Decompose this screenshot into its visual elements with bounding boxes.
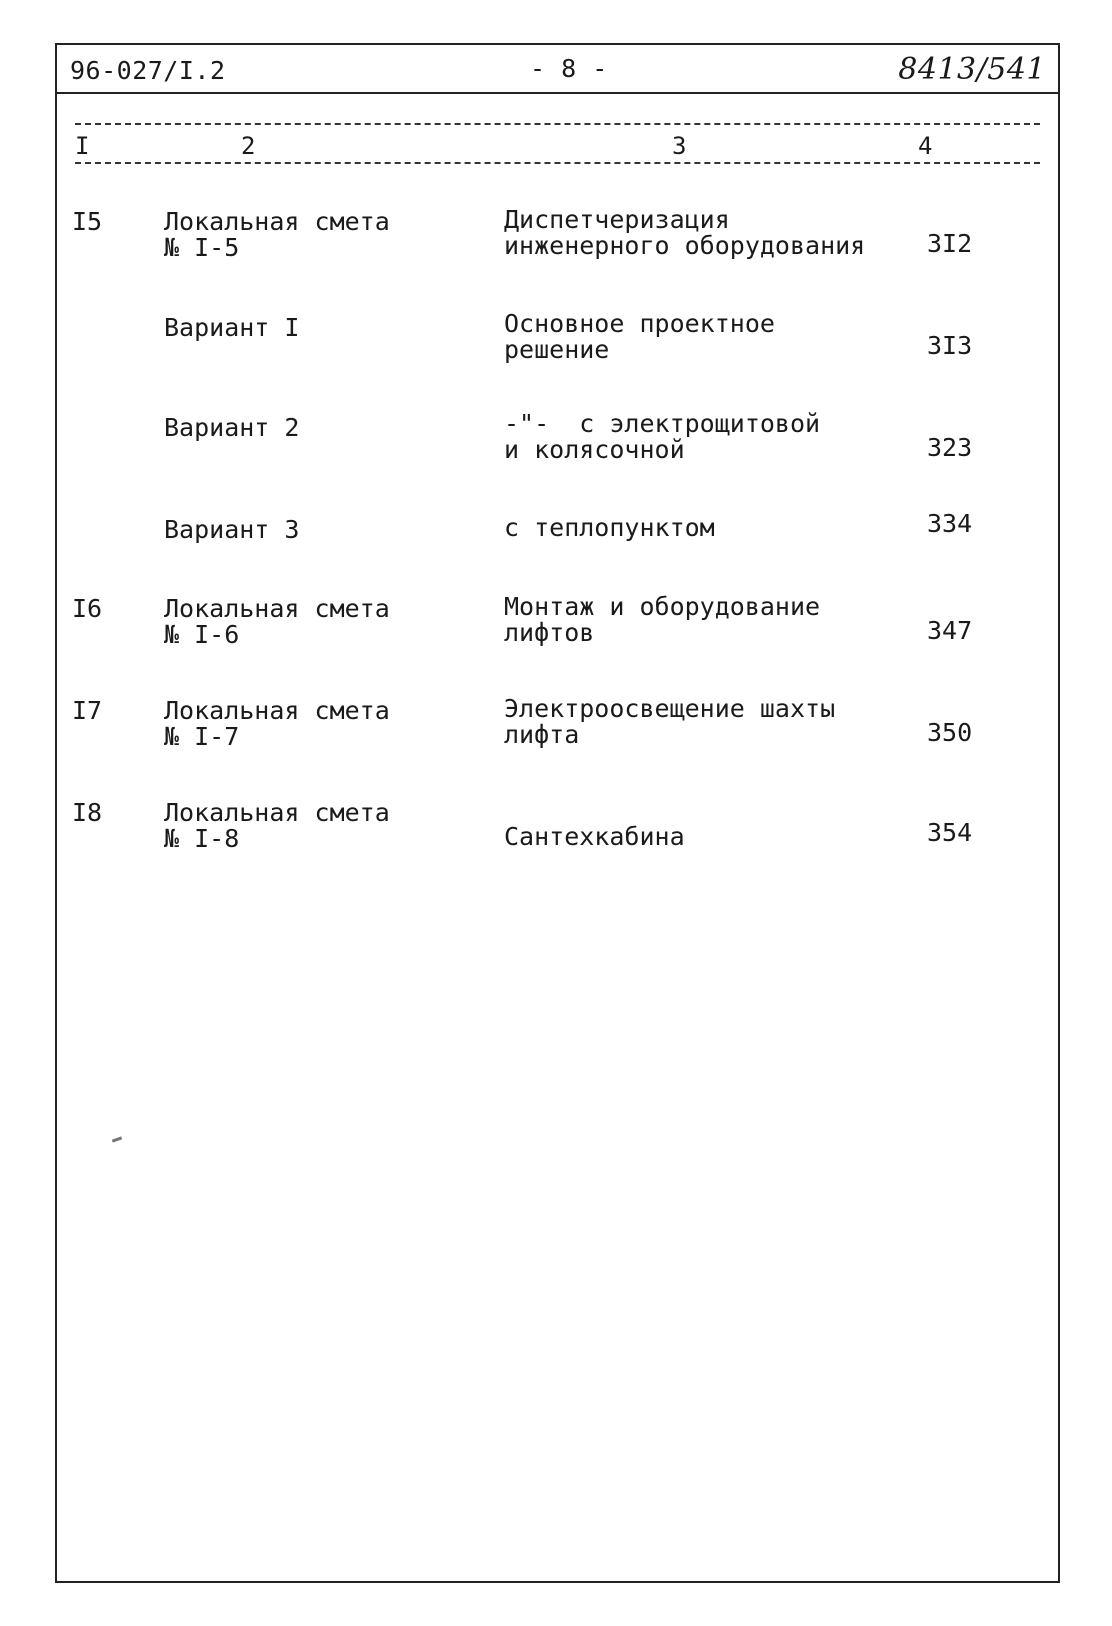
- row-number: I5: [72, 207, 103, 236]
- row-document: Локальная смета: [164, 594, 390, 623]
- row-document: Локальная смета: [164, 207, 390, 236]
- row-number: I8: [72, 798, 103, 827]
- column-number-3: 3: [672, 132, 687, 160]
- row-description: Электроосвещение шахты: [504, 694, 836, 723]
- row-description: Диспетчеризация: [504, 205, 730, 234]
- row-document-number: № I-8: [164, 824, 240, 853]
- row-page: 350: [927, 718, 973, 747]
- row-document-number: № I-6: [164, 620, 240, 649]
- row-page: 323: [927, 433, 973, 462]
- row-page: 334: [927, 509, 973, 538]
- row-document: Локальная смета: [164, 798, 390, 827]
- row-page: 347: [927, 616, 973, 645]
- column-number-2: 2: [241, 132, 256, 160]
- row-description: Монтаж и оборудование: [504, 592, 821, 621]
- row-page: 3I3: [927, 331, 973, 360]
- column-number-1: I: [75, 132, 90, 160]
- column-header-top-rule: [75, 123, 1040, 125]
- column-header-bottom-rule: [75, 162, 1040, 164]
- row-document-number: № I-5: [164, 233, 240, 262]
- row-description-line2: инженерного оборудования: [504, 231, 866, 260]
- doc-number: 96-027/I.2: [70, 56, 226, 85]
- row-description: с теплопунктом: [504, 513, 715, 542]
- row-document: Вариант 3: [164, 515, 300, 544]
- row-description: Основное проектное: [504, 309, 775, 338]
- archive-code: 8413/541: [898, 52, 1046, 87]
- row-description: Сантехкабина: [504, 822, 685, 851]
- header-divider: [55, 92, 1060, 94]
- row-description-line2: лифтов: [504, 618, 595, 647]
- row-document: Вариант 2: [164, 413, 300, 442]
- row-document-number: № I-7: [164, 722, 240, 751]
- row-description-line2: лифта: [504, 720, 580, 749]
- row-description-line2: решение: [504, 335, 610, 364]
- row-page: 354: [927, 818, 973, 847]
- row-number: I7: [72, 696, 103, 725]
- page-marker: - 8 -: [530, 54, 608, 83]
- row-description: -"- с электрощитовой: [504, 409, 821, 438]
- row-number: I6: [72, 594, 103, 623]
- column-number-4: 4: [918, 132, 933, 160]
- row-document: Вариант I: [164, 313, 300, 342]
- row-document: Локальная смета: [164, 696, 390, 725]
- row-page: 3I2: [927, 229, 973, 258]
- row-description-line2: и колясочной: [504, 435, 685, 464]
